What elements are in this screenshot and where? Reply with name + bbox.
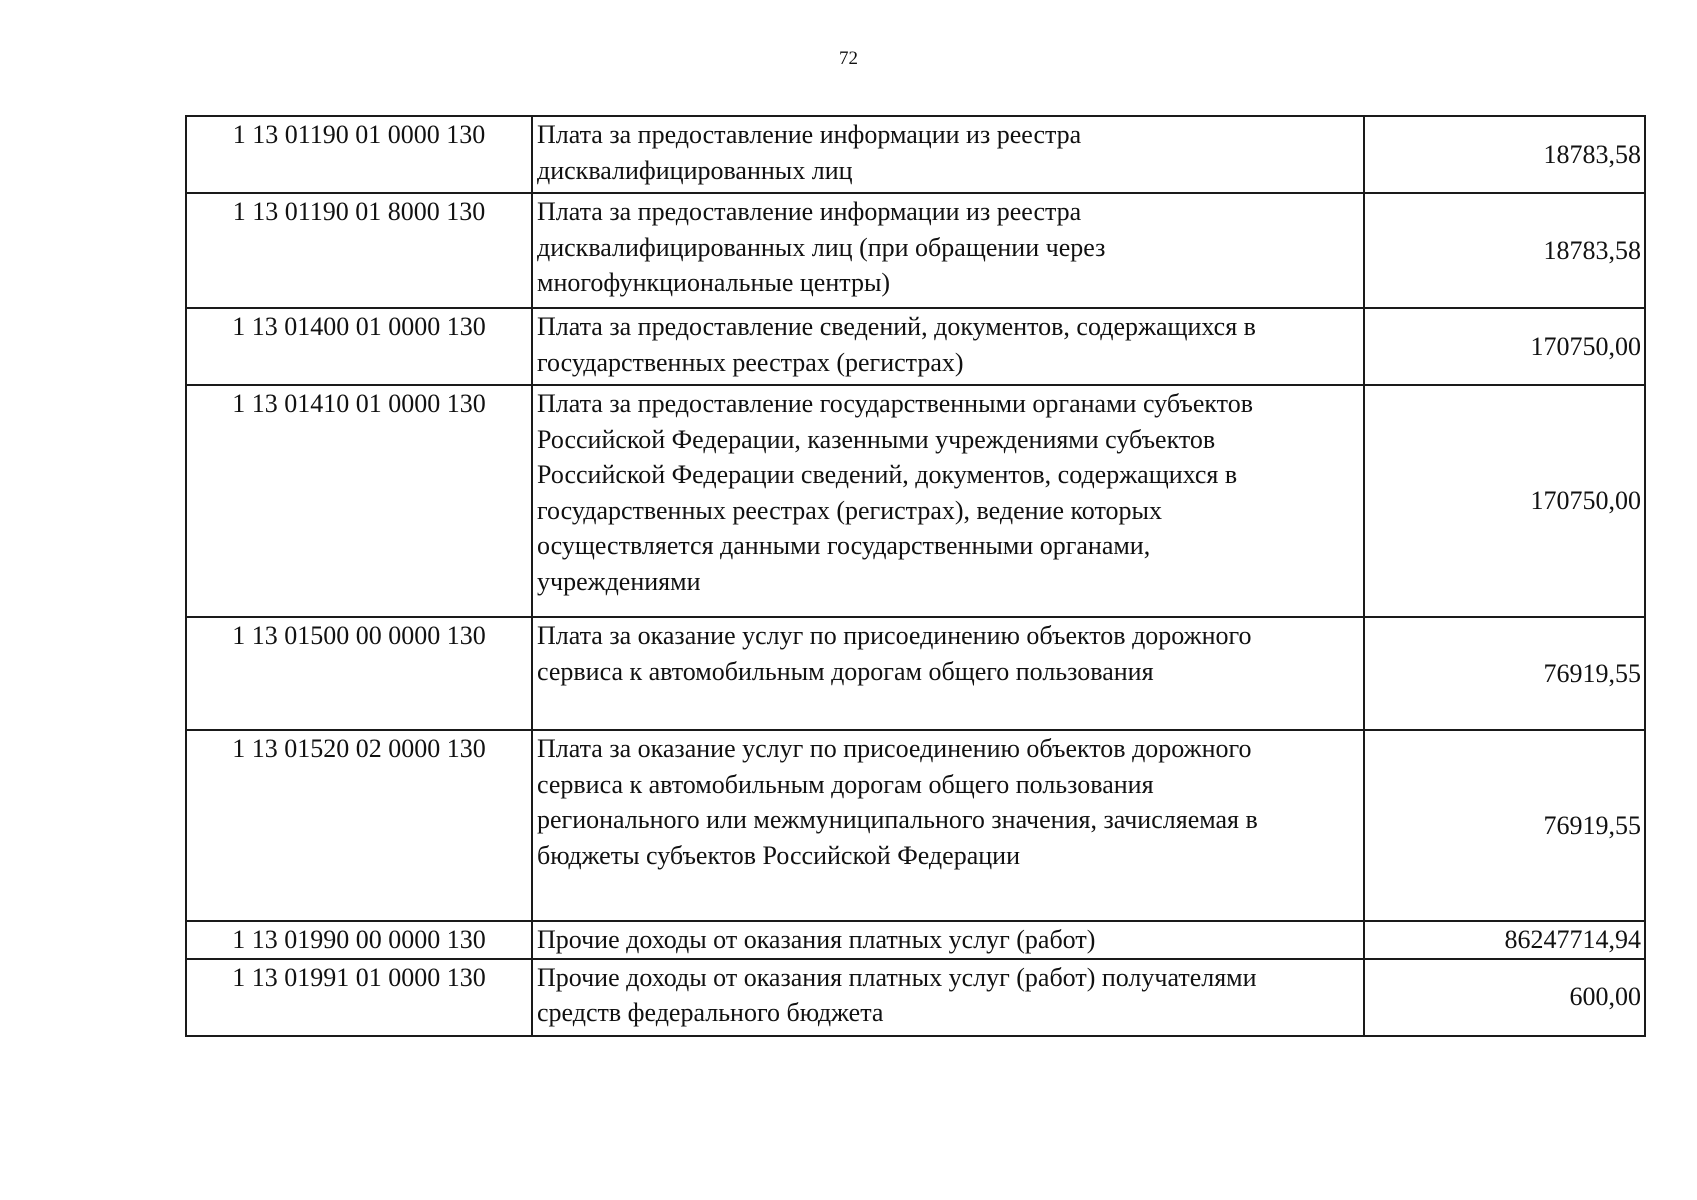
revenue-name-line: Плата за оказание услуг по присоединению объектов дорожного bbox=[537, 734, 1252, 763]
page-number: 72 bbox=[839, 48, 858, 69]
revenue-name-cell bbox=[532, 308, 1364, 385]
budget-code-cell: 1 13 01991 01 0000 130 bbox=[186, 959, 532, 1036]
revenue-name-line: дисквалифицированных лиц (при обращении через bbox=[537, 232, 1106, 262]
revenue-name-line: Российской Федерации, казенными учреждениями субъектов bbox=[537, 424, 1216, 454]
revenue-name-cell bbox=[532, 959, 1364, 1036]
amount-cell: 86247714,94 bbox=[1364, 921, 1645, 959]
budget-code-cell: 1 13 01520 02 0000 130 bbox=[186, 730, 532, 921]
revenue-name-line: Плата за предоставление сведений, документов, содержащихся в bbox=[537, 312, 1256, 341]
table-row bbox=[186, 617, 1645, 730]
amount-cell: 76919,55 bbox=[1364, 730, 1645, 921]
budget-code-cell: 1 13 01190 01 0000 130 bbox=[186, 116, 532, 193]
revenue-name-line: Плата за предоставление информации из реестра bbox=[537, 197, 1082, 226]
budget-code-cell: 1 13 01990 00 0000 130 bbox=[186, 921, 532, 959]
table-row bbox=[186, 959, 1645, 1036]
budget-table bbox=[185, 115, 1646, 1037]
revenue-name-cell bbox=[532, 617, 1364, 730]
revenue-name-line: Прочие доходы от оказания платных услуг (работ) bbox=[537, 925, 1096, 954]
revenue-name-line: Российской Федерации сведений, документов, содержащихся в bbox=[537, 460, 1238, 489]
budget-code-cell: 1 13 01410 01 0000 130 bbox=[186, 385, 532, 617]
revenue-name-line: Прочие доходы от оказания платных услуг (работ) получателями bbox=[537, 962, 1257, 992]
revenue-name-line: Плата за оказание услуг по присоединению объектов дорожного bbox=[537, 621, 1252, 650]
revenue-name-cell bbox=[532, 730, 1364, 921]
revenue-name-line: государственных реестрах (регистрах) bbox=[537, 347, 964, 377]
revenue-name-line: государственных реестрах (регистрах), ведение которых bbox=[537, 495, 1162, 525]
table-row bbox=[186, 193, 1645, 308]
revenue-name-cell bbox=[532, 385, 1364, 617]
table-row bbox=[186, 921, 1645, 959]
table-row bbox=[186, 730, 1645, 921]
revenue-name-line: бюджеты субъектов Российской Федерации bbox=[537, 840, 1020, 870]
revenue-name-line: учреждениями bbox=[537, 566, 701, 596]
revenue-name-line: Плата за предоставление информации из реестра bbox=[537, 120, 1082, 149]
budget-table-body bbox=[186, 116, 1645, 1036]
amount-cell: 18783,58 bbox=[1364, 193, 1645, 308]
revenue-name-cell bbox=[532, 193, 1364, 308]
revenue-name-line: регионального или межмуниципального значения, зачисляемая в bbox=[537, 805, 1258, 834]
budget-code-cell: 1 13 01400 01 0000 130 bbox=[186, 308, 532, 385]
amount-cell: 76919,55 bbox=[1364, 617, 1645, 730]
amount-cell: 600,00 bbox=[1364, 959, 1645, 1036]
budget-code-cell: 1 13 01500 00 0000 130 bbox=[186, 617, 532, 730]
table-row bbox=[186, 116, 1645, 193]
revenue-name-line: сервиса к автомобильным дорогам общего пользования bbox=[537, 769, 1154, 799]
revenue-name-line: Плата за предоставление государственными органами субъектов bbox=[537, 389, 1253, 418]
amount-cell: 170750,00 bbox=[1364, 385, 1645, 617]
revenue-name-line: осуществляется данными государственными органами, bbox=[537, 531, 1151, 560]
table-row bbox=[186, 385, 1645, 617]
revenue-name-line: дисквалифицированных лиц bbox=[537, 155, 853, 185]
revenue-name-line: многофункциональные центры) bbox=[537, 268, 891, 297]
revenue-name-line: сервиса к автомобильным дорогам общего пользования bbox=[537, 656, 1154, 686]
amount-cell: 170750,00 bbox=[1364, 308, 1645, 385]
amount-cell: 18783,58 bbox=[1364, 116, 1645, 193]
table-row bbox=[186, 308, 1645, 385]
revenue-name-line: средств федерального бюджета bbox=[537, 998, 884, 1027]
revenue-name-cell bbox=[532, 921, 1364, 959]
budget-code-cell: 1 13 01190 01 8000 130 bbox=[186, 193, 532, 308]
revenue-name-cell bbox=[532, 116, 1364, 193]
